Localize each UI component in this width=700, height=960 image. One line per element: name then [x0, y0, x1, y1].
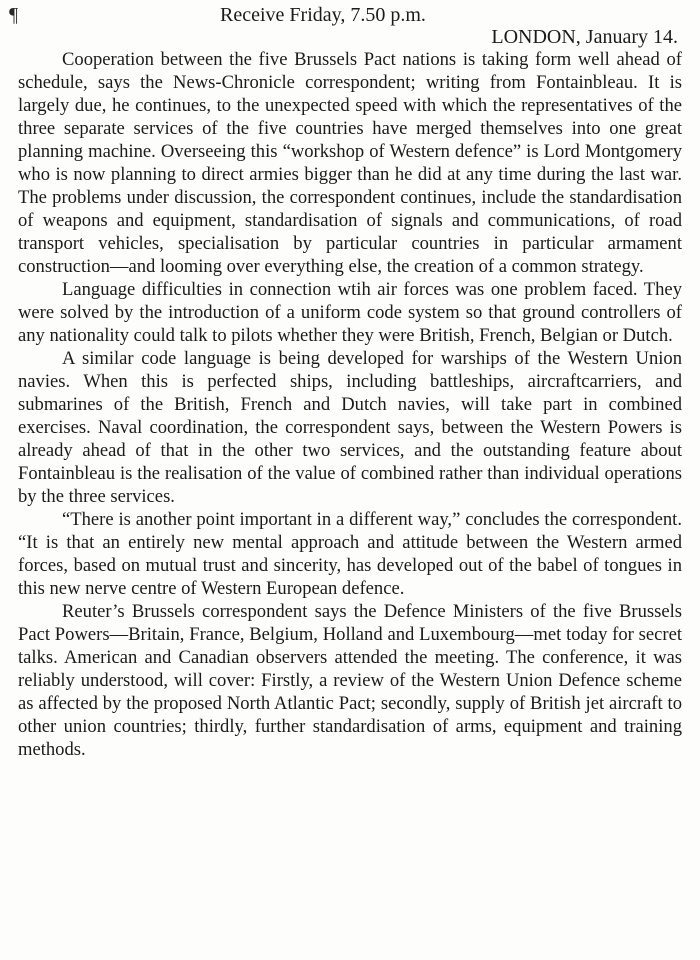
- paragraph-naval-code: A similar code language is being developed for warships of the Western Union navies. When this is perfected ships, including battleships, aircraftcarriers, and submarines of the British, French and Dutch navies, will take part in combined exercises. Naval coordination, the correspondent says, between the Western Powers is already ahead of that in the other two services, and the outstanding feature about Fontainbleau is the realisation of the value of combined rather than individual operations by the three services.: [18, 348, 682, 507]
- paragraph-mental-approach: “There is another point important in a different way,” concludes the correspondent. “It is that an entirely new mental approach and attitude between the Western armed forces, based on mutual trust and sincerity, has developed out of the babel of tongues in this new nerve centre of Western European defence.: [18, 509, 682, 599]
- paragraph-language-difficulties: Language difficulties in connection wtih air forces was one problem faced. They were solved by the introduction of a uniform code system so that ground controllers of any nationality could talk to pilots whether they were British, French, Belgian or Dutch.: [18, 279, 682, 346]
- dateline: LONDON, January 14.: [491, 26, 678, 48]
- paragraph-cooperation: Cooperation between the five Brussels Pact nations is taking form well ahead of schedule, says the News-Chronicle correspondent; writing from Fontainbleau. It is largely due, he continues, to the unexpected speed with which the representatives of the three separate services of the five countries have merged themselves into one great planning machine. Overseeing this “workshop of Western defence” is Lord Montgomery who is now planning to direct armies bigger than he did at any time during the last war. The problems under discussion, the correspondent continues, include the standardisation of weapons and equipment, standardisation of signals and communications, of road transport vehicles, specialisation by particular countries in particular armament construction—and looming over everything else, the creation of a common strategy.: [18, 49, 682, 277]
- margin-mark: ¶: [8, 4, 19, 26]
- paragraph-reuters-brussels: Reuter’s Brussels correspondent says the Defence Ministers of the five Brussels Pact Powers—Britain, France, Belgium, Holland and Luxembourg—met today for secret talks. American and Canadian observers attended the meeting. The conference, it was reliably understood, will cover: Firstly, a review of the Western Union Defence scheme as affected by the proposed North Atlantic Pact; secondly, supply of British jet aircraft to other union countries; thirdly, further standardisation of arms, equipment and training methods.: [18, 601, 682, 760]
- article-body: [18, 48, 682, 761]
- receive-time-line: Receive Friday, 7.50 p.m.: [220, 4, 426, 26]
